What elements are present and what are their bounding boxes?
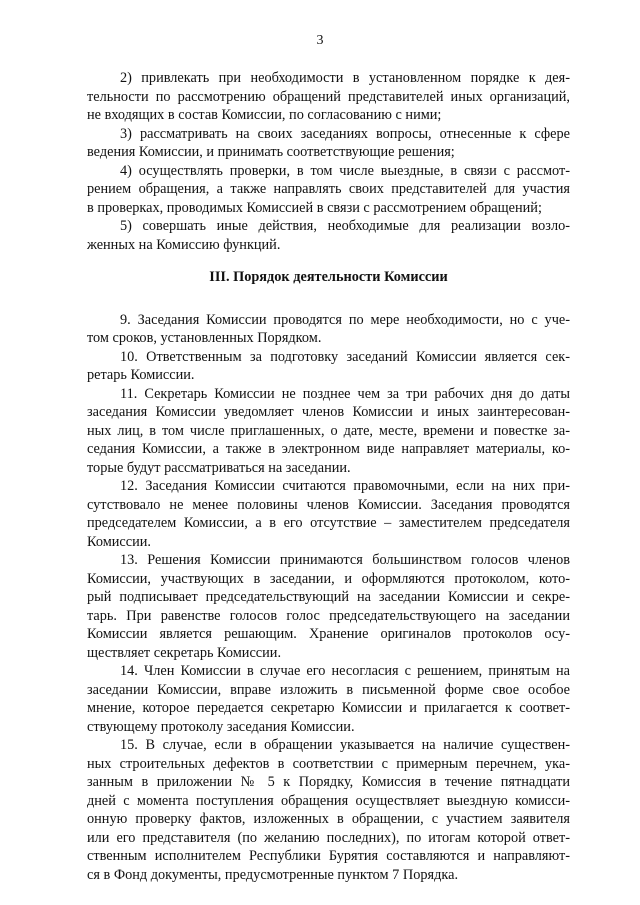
text-line: рением обращения, а также направлять своих представителей для участия [87,181,570,197]
text-line: торые будут рассматриваться на заседании. [87,459,351,476]
spacer [87,254,570,268]
text-line: том сроков, установленных Порядком. [87,330,322,346]
text-line: 2) привлекать при необходимости в установленном порядке к дея- [120,70,570,86]
text-line: сутствовало не менее половины членов Комиссии. Заседания проводятся [87,496,570,513]
text-line: мнение, которое передается секретарю Комиссии и прилагается к соответ- [87,700,570,716]
text-line: 5) совершать иные действия, необходимые для реализации возло- [120,218,570,234]
text-line: в проверках, проводимых Комиссией в связи с рассмотрением обращений; [87,199,542,216]
text-line: заседания Комиссии уведомляет членов Комиссии и иных заинтересован- [87,404,570,420]
section-heading: III. Порядок деятельности Комиссии [209,269,448,285]
text-line: 15. В случае, если в обращении указывается на наличие существен- [120,737,570,753]
text-line: 14. Член Комиссии в случае его несогласия с решением, принятым на [120,663,570,679]
text-line: 4) осуществлять проверки, в том числе выездные, в связи с рассмот- [120,162,570,179]
text-line: женных на Комиссию функций. [87,236,281,253]
text-line: ведения Комиссии, и принимать соответствующие решения; [87,144,455,160]
text-line: тарь. При равенстве голосов голос председательствующего на заседании [87,607,570,624]
text-line: не входящих в состав Комиссии, по согласованию с ними; [87,107,442,123]
text-line: рый подписывает председательствующий на заседании Комиссии и секре- [87,589,570,605]
procedure-paragraphs [87,311,570,885]
text-line: ных лиц, в том числе приглашенных, о дате, месте, времени и повестке за- [87,422,570,439]
text-line: ствующему протоколу заседания Комиссии. [87,718,355,735]
text-line: 10. Ответственным за подготовку заседаний Комиссии является сек- [120,348,570,365]
text-line: ных строительных дефектов в соответствии с примерным перечнем, ука- [87,755,570,772]
text-line: занным в приложении № 5 к Порядку, Комиссия в течение пятнадцати [87,774,570,790]
text-line: 3) рассматривать на своих заседаниях вопросы, отнесенные к сфере [120,125,570,142]
text-line: заседании Комиссии, вправе изложить в письменной форме свое особое [87,681,570,698]
text-line: Комиссии. [87,533,151,550]
text-line: ся в Фонд документы, предусмотренные пунктом 7 Порядка. [87,866,459,883]
text-line: ретарь Комиссии. [87,367,195,383]
page-number: 3 [316,33,324,48]
text-line: 11. Секретарь Комиссии не позднее чем за три рабочих дня до даты [120,385,570,402]
text-line: ственным исполнителем Республики Бурятия составляются и направляют- [87,848,570,864]
text-line: 12. Заседания Комиссии считаются правомочными, если на них при- [120,478,570,494]
spacer [87,287,570,311]
text-line: тельности по рассмотрению обращений представителей иных организаций, [87,88,570,105]
text-line: 13. Решения Комиссии принимаются большинством голосов членов [120,552,570,568]
text-line: 9. Заседания Комиссии проводятся по мере необходимости, но с уче- [120,311,570,328]
text-line: дней с момента поступления обращения осуществляет выездную комисси- [87,792,570,809]
text-line: седания Комиссии, а также в электронном виде направляет материалы, ко- [87,441,570,457]
powers-list [87,69,570,254]
text-line: или его представителя (по желанию последних), по итогам которой ответ- [87,829,570,846]
text-line: Комиссии, участвующих в заседании, и оформляются протоколом, кото- [87,570,570,587]
document-body [87,69,570,884]
text-line: председателем Комиссии, а в его отсутствие – заместителем председателя [87,515,570,531]
text-line: онную проверку фактов, изложенных в обращении, с участием заявителя [87,811,570,827]
text-line: ществляет секретарь Комиссии. [87,644,282,661]
text-line: Комиссии является решающим. Хранение оригиналов протоколов осу- [87,626,570,642]
